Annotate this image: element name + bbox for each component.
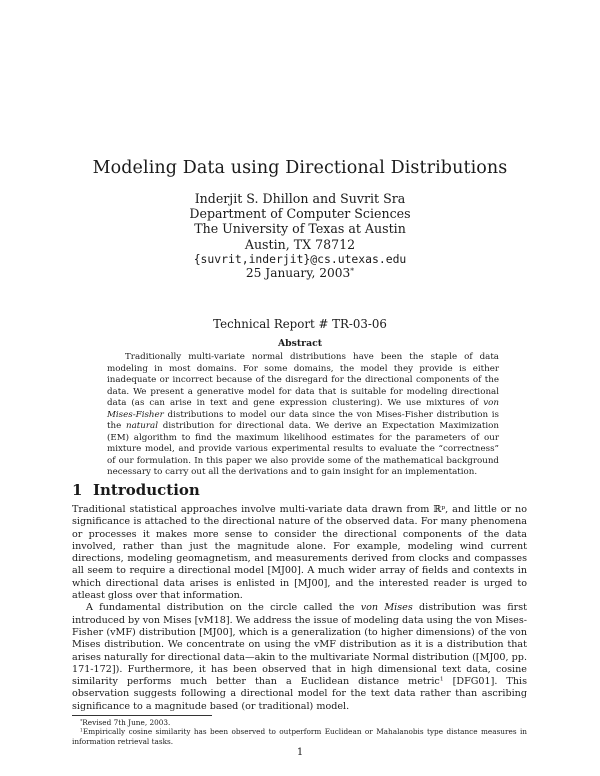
authors: Inderjit S. Dhillon and Suvrit Sra	[194, 191, 406, 206]
date-line	[0, 266, 600, 280]
section-number: 1	[72, 481, 83, 499]
footnote-text: Empirically cosine similarity has been observed to outperform Euclidean or Mahalanobis type distance measures in information retrieval tasks.	[72, 727, 527, 746]
paragraph-emphasis: von Mises	[360, 602, 413, 614]
abstract-part: distribution for directional data. We derive an Expectation Maximization (EM) algorithm to find the maximum likelihood estimates for the parameters of our mixture model, and provide various experimental results to evaluate the “correctness” of our formulation. In this paper we also provide some of the mathematical background necessary to carry out all the derivations and to gain insight for an implementation.	[107, 421, 499, 477]
abstract-emphasis: von Mises-Fisher	[107, 398, 499, 420]
footnote	[72, 718, 527, 727]
university: The University of Texas at Austin	[194, 221, 406, 237]
footnote-ref: 1	[439, 675, 444, 683]
date-footnote-mark: *	[350, 265, 355, 275]
author-block	[0, 191, 600, 267]
tech-report-number: Technical Report # TR-03-06	[213, 317, 387, 331]
abstract-heading: Abstract	[277, 338, 323, 349]
email: {suvrit,inderjit}@cs.utexas.edu	[193, 251, 407, 266]
paragraph: Traditional statistical approaches involve multi-variate data drawn from ℝᵖ, and little or no significance is attached to the directional nature of the observed data. For many phenomena or processes it makes more sense to consider the directional components of the data involved, rather than just the magnitude alone. For example, modeling wind current directions, modeling geomagnetism, and measurements derived from clocks and compasses all seem to require a directional model [MJ00]. A much wider array of fields and contexts in which directional data arises is enlisted in [MJ00], and the interested reader is urged to atleast gloss over that information.	[72, 504, 527, 602]
footnote-mark: *	[80, 719, 83, 725]
abstract-text	[107, 352, 499, 479]
paragraph-part: [DFG01]. This observation suggests following a directional model for the text data rather than ascribing significance to a magnitude based (or traditional) model.	[72, 676, 527, 712]
footnote-text: Revised 7th June, 2003.	[82, 718, 171, 727]
body-text	[72, 504, 527, 713]
department: Department of Computer Sciences	[189, 206, 411, 222]
paragraph-part: distribution was first introduced by von Mises [vM18]. We address the issue of modeling data using the von Mises-Fisher (vMF) distribution [MJ00], which is a generalization (to higher dimensions) of the von Mises distribution. We concentrate on using the vMF distribution as it is a distribution that arises naturally for directional data—akin to the multivariate Normal distribution ([MJ00, pp. 171-172]). Furthermore, it has been observed that in high dimensional text data, cosine similarity performs much better than a Euclidean distance metric	[72, 602, 527, 688]
footnote-mark: 1	[80, 728, 83, 734]
paragraph	[72, 602, 527, 713]
paragraph-part: A fundamental distribution on the circle called the	[86, 602, 361, 614]
abstract-part: Traditionally multi-variate normal distributions have been the staple of data modeling in most domains. For some domains, the model they provide is either inadequate or incorrect because of the disregard for the directional components of the data. We present a generative model for data that is suitable for modeling directional data (as can arise in text and gene expression clustering). We use mixtures of	[107, 352, 499, 408]
section-heading	[72, 481, 200, 499]
footnote	[72, 727, 527, 746]
section-title: Introduction	[93, 481, 200, 499]
abstract-emphasis: natural	[126, 421, 159, 431]
abstract-part: distributions to model our data since the von Mises-Fisher distribution is the	[107, 409, 499, 431]
date: 25 January, 2003	[245, 266, 351, 280]
footnotes	[72, 718, 527, 746]
address: Austin, TX 78712	[244, 236, 356, 252]
page-number: 1	[296, 747, 304, 758]
footnote-divider	[72, 715, 212, 716]
paper-title: Modeling Data using Directional Distributions	[92, 158, 508, 178]
